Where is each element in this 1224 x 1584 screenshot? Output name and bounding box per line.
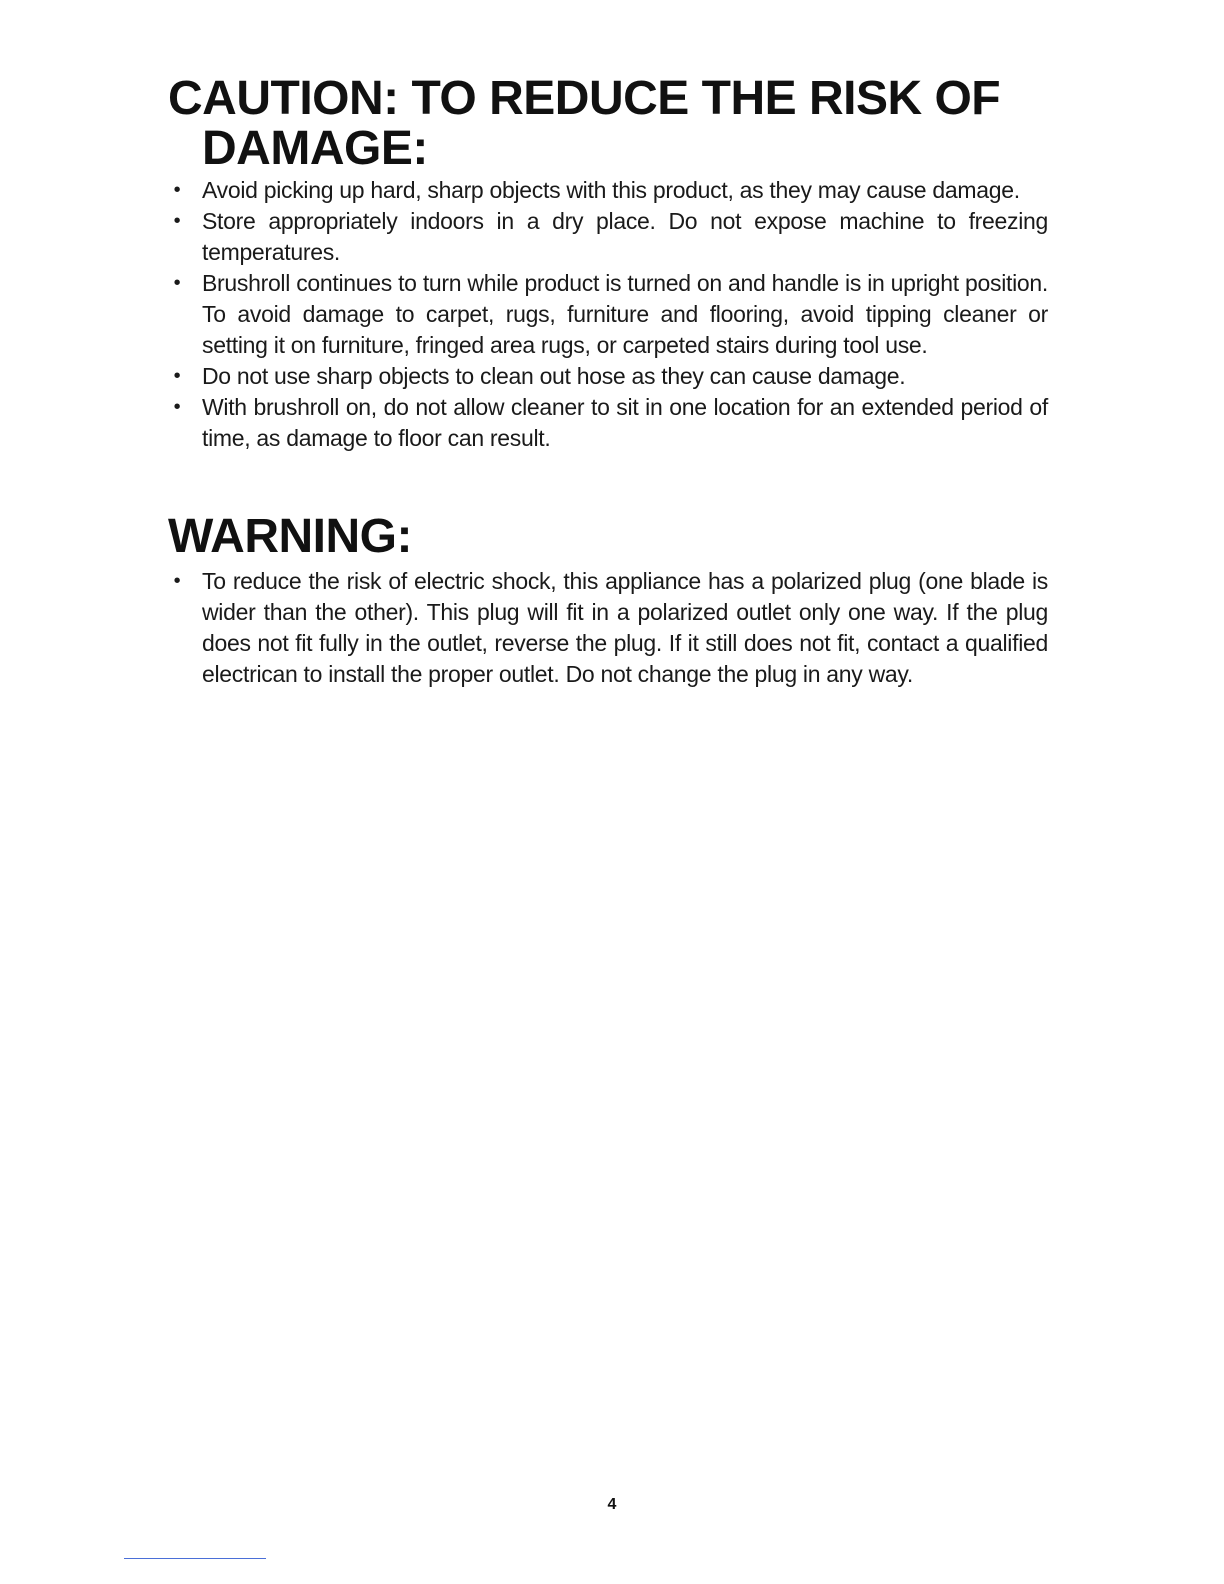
bullet-icon: • <box>173 570 181 592</box>
list-item <box>168 175 1048 206</box>
caution-list <box>168 175 1048 454</box>
page-number: 4 <box>607 1496 617 1513</box>
list-item <box>168 206 1048 268</box>
warning-section <box>168 512 1048 690</box>
list-item-text: With brushroll on, do not allow cleaner to sit in one location for an extended period of time, as damage to floor can result. <box>202 394 1048 451</box>
list-item-text: Brushroll continues to turn while product is turned on and handle is in upright position. To avoid damage to carpet, rugs, furniture and flooring, avoid tipping cleaner or setting it on furniture, fringed area rugs, or carpeted stairs during tool use. <box>202 270 1048 358</box>
list-item <box>168 566 1048 690</box>
list-item-text: Store appropriately indoors in a dry place. Do not expose machine to freezing temperatures. <box>202 208 1048 265</box>
list-item-text: Do not use sharp objects to clean out hose as they can cause damage. <box>202 363 906 389</box>
caution-section <box>168 74 1048 454</box>
list-item <box>168 392 1048 454</box>
caution-heading <box>168 74 1048 174</box>
list-item <box>168 361 1048 392</box>
caution-heading-line1: CAUTION: TO REDUCE THE RISK OF <box>168 72 1001 125</box>
bullet-icon: • <box>173 396 181 418</box>
caution-heading-line2: DAMAGE: <box>202 122 428 175</box>
list-item-text: To reduce the risk of electric shock, this appliance has a polarized plug (one blade is wider than the other). This plug will fit in a polarized outlet only one way. If the plug does not fit fully in the outlet, reverse the plug. If it still does not fit, contact a qualified electrican to install the proper outlet. Do not change the plug in any way. <box>202 568 1048 687</box>
list-item-text: Avoid picking up hard, sharp objects with this product, as they may cause damage. <box>202 177 1020 203</box>
bullet-icon: • <box>173 210 181 232</box>
warning-list <box>168 566 1048 690</box>
list-item <box>168 268 1048 361</box>
bullet-icon: • <box>173 179 181 201</box>
bullet-icon: • <box>173 272 181 294</box>
warning-heading: WARNING: <box>168 510 412 563</box>
footnote-divider <box>124 1558 266 1559</box>
bullet-icon: • <box>173 365 181 387</box>
